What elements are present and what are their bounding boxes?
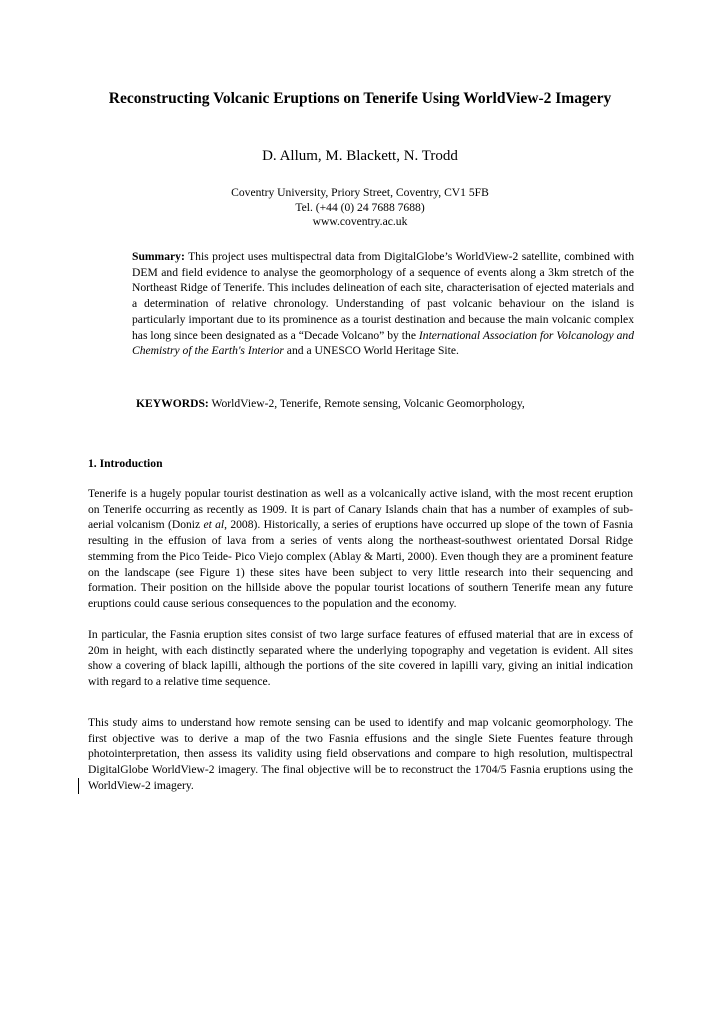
summary-organization-name: International Association for Volcanology and Chemistry of the Earth's Interior bbox=[132, 328, 634, 358]
introduction-paragraph-1 bbox=[88, 486, 633, 612]
paragraph-1-citation-italic: et al bbox=[203, 518, 225, 532]
paragraph-1-text-a: Tenerife is a hugely popular tourist destination as well as a volcanically active island, with the most recent eruption on Tenerife occurring as recently as 1909. It is part of Canary Islands chain that has a number of examples of sub-aerial volcanism (Doniz bbox=[88, 487, 633, 532]
summary-paragraph bbox=[132, 249, 634, 359]
paper-title: Reconstructing Volcanic Eruptions on Tenerife Using WorldView-2 Imagery bbox=[108, 90, 612, 107]
author-list: D. Allum, M. Blackett, N. Trodd bbox=[262, 148, 458, 164]
keywords-label: KEYWORDS: bbox=[136, 397, 209, 410]
summary-label: Summary: bbox=[132, 250, 185, 263]
keywords-line bbox=[136, 396, 634, 412]
paragraph-1-text-b: , 2008). Historically, a series of eruptions have occurred up slope of the town of Fasnia resulting in the effusion of lava from a series of vents along the northeast-southwest orientated Dorsal Ridge stemming from the Pico Teide- Pico Viejo complex (Ablay & Marti, 2000). Even though they are a prominent feature on the landscape (see Figure 1) these sites have been subject to very little research into their sequencing and formation. Their position on the hillside above the popular tourist locations of southern Tenerife mean any future eruptions could cause serious consequences to the population and the economy. bbox=[88, 518, 633, 610]
affiliation-telephone: Tel. (+44 (0) 24 7688 7688) bbox=[295, 200, 425, 214]
introduction-paragraph-3: This study aims to understand how remote sensing can be used to identify and map volcanic geomorphology. The first objective was to derive a map of the two Fasnia effusions and the single Siete Fuentes feature through photointerpretation, then assess its validity using field observations and compare to high resolution, multispectral DigitalGlobe WorldView-2 imagery. The final objective will be to reconstruct the 1704/5 Fasnia eruptions using the WorldView-2 imagery. bbox=[88, 716, 633, 792]
section-heading-introduction: 1. Introduction bbox=[88, 457, 163, 470]
summary-text-2: and a UNESCO World Heritage Site. bbox=[283, 344, 459, 358]
introduction-paragraph-2: In particular, the Fasnia eruption sites consist of two large surface features of effused material that are in excess of 20m in height, with each distinctly separated where the underlying topography and vegetation is evident. All sites show a covering of black lapilli, although the portions of the site covered in lapilli vary, giving an initial indication with regard to a relative time sequence. bbox=[88, 628, 633, 689]
affiliation-address: Coventry University, Priory Street, Coventry, CV1 5FB bbox=[231, 186, 489, 199]
affiliation-website: www.coventry.ac.uk bbox=[312, 215, 408, 228]
keywords-text: WorldView-2, Tenerife, Remote sensing, Volcanic Geomorphology, bbox=[208, 397, 525, 410]
summary-text-1: This project uses multispectral data from DigitalGlobe’s WorldView-2 satellite, combined with DEM and field evidence to analyse the geomorphology of a sequence of events along a 3km stretch of the Northeast Ridge of Tenerife. This includes delineation of each site, characterisation of ejected materials and a determination of relative chronology. Understanding of past volcanic behaviour on the island is particularly important due to its prominence as a tourist destination and because the main volcanic complex has long since been designated as a “Decade Volcano” by the bbox=[132, 250, 634, 342]
revision-change-bar bbox=[78, 778, 79, 794]
affiliation-block bbox=[88, 186, 632, 230]
